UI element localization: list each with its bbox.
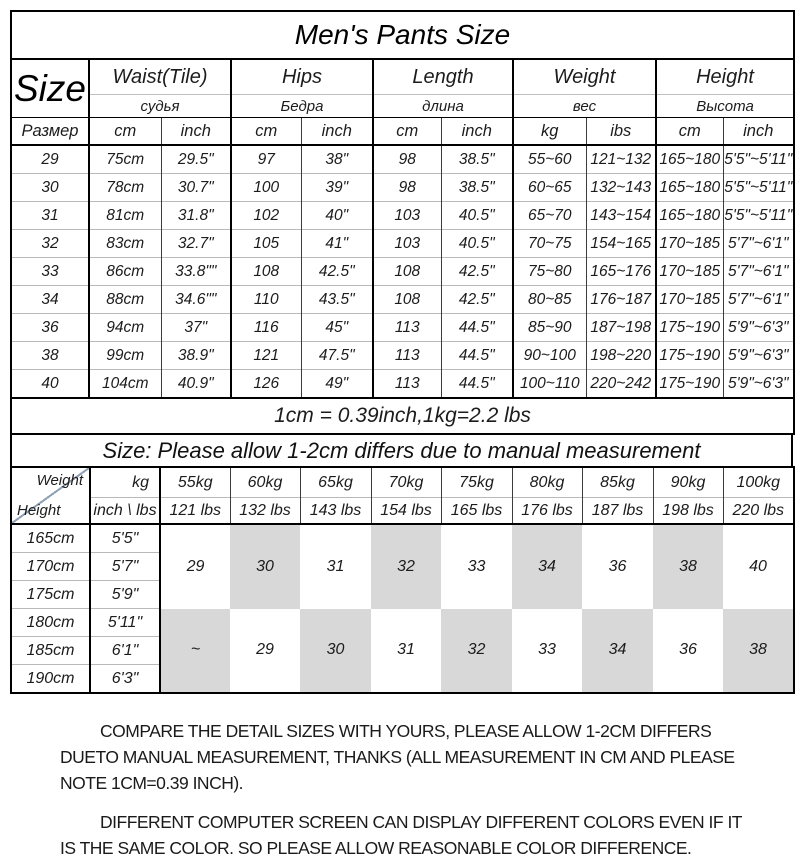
matrix-size-cell: 33 bbox=[538, 641, 556, 659]
weight-col-lbs: 132 lbs bbox=[230, 498, 300, 525]
matrix-size-cell: 32 bbox=[441, 609, 512, 694]
size-row-29 bbox=[11, 145, 794, 174]
value-cell: 108 bbox=[373, 258, 441, 286]
value-cell: 40.5" bbox=[441, 202, 513, 230]
page-title: Men's Pants Size bbox=[11, 11, 794, 59]
value-cell: 98 bbox=[373, 174, 441, 202]
value-cell: 45" bbox=[301, 314, 373, 342]
value-cell: 78cm bbox=[89, 174, 161, 202]
value-cell: 85~90 bbox=[513, 314, 586, 342]
value-cell: 103 bbox=[373, 202, 441, 230]
value-cell: 170~185 bbox=[656, 258, 723, 286]
value-cell: 126 bbox=[231, 370, 301, 399]
matrix-size-cell: 32 bbox=[371, 524, 441, 609]
value-cell: 165~180 bbox=[656, 174, 723, 202]
value-cell: 75~80 bbox=[513, 258, 586, 286]
matrix-size-cell: 33 bbox=[467, 557, 486, 575]
size-cell: 36 bbox=[11, 314, 89, 342]
unit-header-height-inch: inch bbox=[723, 118, 794, 146]
unit-inch-lbs-label: inch \ lbs bbox=[90, 498, 160, 525]
size-row-33 bbox=[11, 258, 794, 286]
height-label-cm: 165cm bbox=[26, 529, 75, 547]
weight-col-lbs: 187 lbs bbox=[582, 498, 653, 525]
value-cell: 86cm bbox=[89, 258, 161, 286]
value-cell: 110 bbox=[231, 286, 301, 314]
value-cell: 5'9"~6'3" bbox=[723, 370, 794, 399]
matrix-size-cell: ~ bbox=[160, 609, 230, 694]
weight-col-kg: 75kg bbox=[441, 467, 512, 498]
value-cell: 32.7" bbox=[161, 230, 231, 258]
value-cell: 31.8" bbox=[161, 202, 231, 230]
value-cell: 165~176 bbox=[586, 258, 656, 286]
height-label-inch: 5'7" bbox=[90, 553, 160, 581]
height-label-cm: 175cm bbox=[11, 581, 90, 609]
group-header-height: Height bbox=[656, 59, 794, 95]
size-cell: 33 bbox=[11, 258, 89, 286]
value-cell: 113 bbox=[373, 370, 441, 399]
value-cell: 44.5" bbox=[441, 370, 513, 399]
weight-col-lbs: 198 lbs bbox=[653, 498, 723, 525]
value-cell: 29.5" bbox=[161, 145, 231, 174]
value-cell: 165~180 bbox=[656, 145, 723, 174]
group-header-hips: Hips bbox=[231, 59, 373, 95]
value-cell: 5'7"~6'1" bbox=[723, 258, 794, 286]
value-cell: 5'5"~5'11" bbox=[723, 174, 794, 202]
matrix-size-cell: 30 bbox=[300, 609, 371, 694]
value-cell: 105 bbox=[231, 230, 301, 258]
corner-weight-label: Weight bbox=[36, 472, 83, 489]
unit-header-height-cm: cm bbox=[656, 118, 723, 146]
group-header-waist: Waist(Tile) bbox=[89, 59, 231, 95]
group-header-russian-height: Высота bbox=[656, 95, 794, 118]
value-cell: 108 bbox=[231, 258, 301, 286]
value-cell: 143~154 bbox=[586, 202, 656, 230]
value-cell: 5'7"~6'1" bbox=[723, 230, 794, 258]
value-cell: 43.5" bbox=[301, 286, 373, 314]
value-cell: 175~190 bbox=[656, 370, 723, 399]
value-cell: 70~75 bbox=[513, 230, 586, 258]
unit-header-waist-cm: cm bbox=[89, 118, 161, 146]
value-cell: 42.5" bbox=[441, 258, 513, 286]
value-cell: 40" bbox=[301, 202, 373, 230]
group-header-russian-weight: вес bbox=[513, 95, 656, 118]
weight-col-lbs: 176 lbs bbox=[512, 498, 582, 525]
size-row-31 bbox=[11, 202, 794, 230]
value-cell: 88cm bbox=[89, 286, 161, 314]
height-label-inch: 5'5" bbox=[90, 524, 160, 553]
value-cell: 60~65 bbox=[513, 174, 586, 202]
size-cell: 29 bbox=[41, 150, 59, 168]
value-cell: 104cm bbox=[89, 370, 161, 399]
value-cell: 30.7" bbox=[161, 174, 231, 202]
value-cell: 81cm bbox=[89, 202, 161, 230]
group-header-length: Length bbox=[373, 59, 513, 95]
value-cell: 38" bbox=[301, 145, 373, 174]
size-row-30 bbox=[11, 174, 794, 202]
weight-col-kg: 85kg bbox=[582, 467, 653, 498]
value-cell: 5'5"~5'11" bbox=[723, 145, 794, 174]
value-cell: 39" bbox=[301, 174, 373, 202]
value-cell: 121~132 bbox=[586, 145, 656, 174]
value-cell: 44.5" bbox=[441, 314, 513, 342]
value-cell: 102 bbox=[231, 202, 301, 230]
matrix-size-cell: 36 bbox=[679, 641, 697, 659]
weight-col-lbs: 121 lbs bbox=[160, 498, 230, 525]
value-cell: 94cm bbox=[89, 314, 161, 342]
value-cell: 5'7"~6'1" bbox=[723, 286, 794, 314]
size-row-34 bbox=[11, 286, 794, 314]
size-row-40 bbox=[11, 370, 794, 399]
weight-col-kg: 80kg bbox=[512, 467, 582, 498]
size-cell: 31 bbox=[11, 202, 89, 230]
value-cell: 40.9" bbox=[161, 370, 231, 399]
value-cell: 116 bbox=[231, 314, 301, 342]
value-cell: 83cm bbox=[89, 230, 161, 258]
conversion-note-row bbox=[11, 398, 794, 434]
matrix-header-kg-row bbox=[11, 467, 794, 498]
size-row-32 bbox=[11, 230, 794, 258]
value-cell: 47.5" bbox=[301, 342, 373, 370]
value-cell: 38.5" bbox=[441, 174, 513, 202]
unit-kg-label: kg bbox=[90, 467, 160, 498]
matrix-size-cell: 31 bbox=[397, 641, 415, 659]
matrix-size-cell: 31 bbox=[326, 557, 345, 575]
size-cell: 30 bbox=[11, 174, 89, 202]
weight-col-lbs: 143 lbs bbox=[300, 498, 371, 525]
size-cell: 32 bbox=[11, 230, 89, 258]
group-header-russian-length: длина bbox=[373, 95, 513, 118]
group-header-russian-waist: судья bbox=[89, 95, 231, 118]
value-cell: 41" bbox=[301, 230, 373, 258]
height-label-inch: 5'9" bbox=[90, 581, 160, 609]
group-header-russian-row bbox=[11, 95, 794, 118]
value-cell: 42.5" bbox=[441, 286, 513, 314]
unit-header-length-inch: inch bbox=[441, 118, 513, 146]
value-cell: 37" bbox=[161, 314, 231, 342]
weight-col-kg: 100kg bbox=[723, 467, 794, 498]
matrix-size-cell: 38 bbox=[723, 609, 794, 694]
value-cell: 103 bbox=[373, 230, 441, 258]
size-cell: 38 bbox=[11, 342, 89, 370]
value-cell: 198~220 bbox=[586, 342, 656, 370]
size-note-text: Size: Please allow 1-2cm differs due to manual measurement bbox=[102, 437, 701, 463]
value-cell: 33.8"" bbox=[161, 258, 231, 286]
value-cell: 40.5" bbox=[441, 230, 513, 258]
height-weight-matrix-table bbox=[10, 466, 795, 694]
matrix-size-cell: 38 bbox=[653, 524, 723, 609]
height-label-cm: 170cm bbox=[11, 553, 90, 581]
value-cell: 65~70 bbox=[513, 202, 586, 230]
unit-header-length-cm: cm bbox=[373, 118, 441, 146]
matrix-size-cell: 30 bbox=[230, 524, 300, 609]
value-cell: 175~190 bbox=[656, 342, 723, 370]
matrix-size-cell: 34 bbox=[512, 524, 582, 609]
corner-height-label: Height bbox=[17, 502, 61, 519]
height-row-165cm bbox=[11, 524, 794, 553]
value-cell: 5'5"~5'11" bbox=[723, 202, 794, 230]
value-cell: 154~165 bbox=[586, 230, 656, 258]
matrix-header-lbs-row bbox=[11, 498, 794, 525]
value-cell: 38.5" bbox=[441, 145, 513, 174]
weight-col-kg: 90kg bbox=[653, 467, 723, 498]
matrix-size-cell: 40 bbox=[749, 557, 767, 575]
height-row-180cm bbox=[11, 609, 794, 637]
unit-header-hips-inch: inch bbox=[301, 118, 373, 146]
footer-notes bbox=[60, 718, 743, 861]
value-cell: 75cm bbox=[89, 145, 161, 174]
value-cell: 170~185 bbox=[656, 286, 723, 314]
matrix-corner-cell bbox=[11, 467, 90, 524]
value-cell: 220~242 bbox=[586, 370, 656, 399]
height-label-cm: 180cm bbox=[11, 609, 90, 637]
value-cell: 90~100 bbox=[513, 342, 586, 370]
weight-col-kg: 55kg bbox=[160, 467, 230, 498]
group-header-russian-hips: Бедра bbox=[231, 95, 373, 118]
unit-header-waist-inch: inch bbox=[161, 118, 231, 146]
size-table bbox=[10, 10, 795, 435]
value-cell: 55~60 bbox=[513, 145, 586, 174]
size-row-36 bbox=[11, 314, 794, 342]
value-cell: 108 bbox=[373, 286, 441, 314]
conversion-note: 1cm = 0.39inch,1kg=2.2 lbs bbox=[11, 398, 794, 434]
value-cell: 97 bbox=[231, 145, 301, 174]
value-cell: 80~85 bbox=[513, 286, 586, 314]
value-cell: 113 bbox=[373, 342, 441, 370]
footer-note-measurement: COMPARE THE DETAIL SIZES WITH YOURS, PLEASE ALLOW 1-2CM DIFFERS DUETO MANUAL MEASUREMENT, THANKS (ALL MEASUREMENT IN CM AND PLEASE NOTE 1CM=0.39 INCH). bbox=[60, 721, 735, 793]
size-corner-sublabel: Размер bbox=[11, 118, 89, 146]
height-label-inch: 6'3" bbox=[90, 665, 160, 694]
value-cell: 170~185 bbox=[656, 230, 723, 258]
weight-col-lbs: 165 lbs bbox=[441, 498, 512, 525]
weight-col-lbs: 220 lbs bbox=[723, 498, 794, 525]
value-cell: 165~180 bbox=[656, 202, 723, 230]
height-label-cm: 185cm bbox=[11, 637, 90, 665]
height-label-inch: 6'1" bbox=[90, 637, 160, 665]
unit-header-row bbox=[11, 118, 794, 146]
size-cell: 40 bbox=[11, 370, 89, 399]
height-label-cm: 190cm bbox=[11, 665, 90, 694]
weight-col-kg: 65kg bbox=[300, 467, 371, 498]
matrix-size-cell: 34 bbox=[582, 609, 653, 694]
value-cell: 49" bbox=[301, 370, 373, 399]
value-cell: 42.5" bbox=[301, 258, 373, 286]
value-cell: 100 bbox=[231, 174, 301, 202]
group-header-row bbox=[11, 59, 794, 95]
height-label-inch: 5'11" bbox=[90, 609, 160, 637]
value-cell: 100~110 bbox=[513, 370, 586, 399]
matrix-size-cell: 29 bbox=[160, 524, 230, 609]
value-cell: 44.5" bbox=[441, 342, 513, 370]
size-corner-label: Size bbox=[14, 67, 86, 109]
size-row-38 bbox=[11, 342, 794, 370]
value-cell: 5'9"~6'3" bbox=[723, 342, 794, 370]
value-cell: 34.6"" bbox=[161, 286, 231, 314]
value-cell: 175~190 bbox=[656, 314, 723, 342]
matrix-size-cell: 29 bbox=[256, 641, 274, 659]
unit-header-weight-ibs: ibs bbox=[586, 118, 656, 146]
title-row bbox=[11, 11, 794, 59]
weight-col-kg: 60kg bbox=[230, 467, 300, 498]
weight-col-kg: 70kg bbox=[371, 467, 441, 498]
value-cell: 99cm bbox=[89, 342, 161, 370]
group-header-weight: Weight bbox=[513, 59, 656, 95]
unit-header-hips-cm: cm bbox=[231, 118, 301, 146]
size-note-box bbox=[10, 433, 793, 468]
value-cell: 113 bbox=[373, 314, 441, 342]
value-cell: 132~143 bbox=[586, 174, 656, 202]
value-cell: 187~198 bbox=[586, 314, 656, 342]
footer-note-color: DIFFERENT COMPUTER SCREEN CAN DISPLAY DIFFERENT COLORS EVEN IF IT IS THE SAME COLOR. SO PLEASE ALLOW REASONABLE COLOR DIFFERENCE. bbox=[60, 812, 742, 858]
weight-col-lbs: 154 lbs bbox=[371, 498, 441, 525]
value-cell: 176~187 bbox=[586, 286, 656, 314]
value-cell: 5'9"~6'3" bbox=[723, 314, 794, 342]
value-cell: 121 bbox=[231, 342, 301, 370]
value-cell: 98 bbox=[373, 145, 441, 174]
unit-header-weight-kg: kg bbox=[513, 118, 586, 146]
matrix-size-cell: 36 bbox=[608, 557, 627, 575]
value-cell: 38.9" bbox=[161, 342, 231, 370]
size-cell: 34 bbox=[11, 286, 89, 314]
